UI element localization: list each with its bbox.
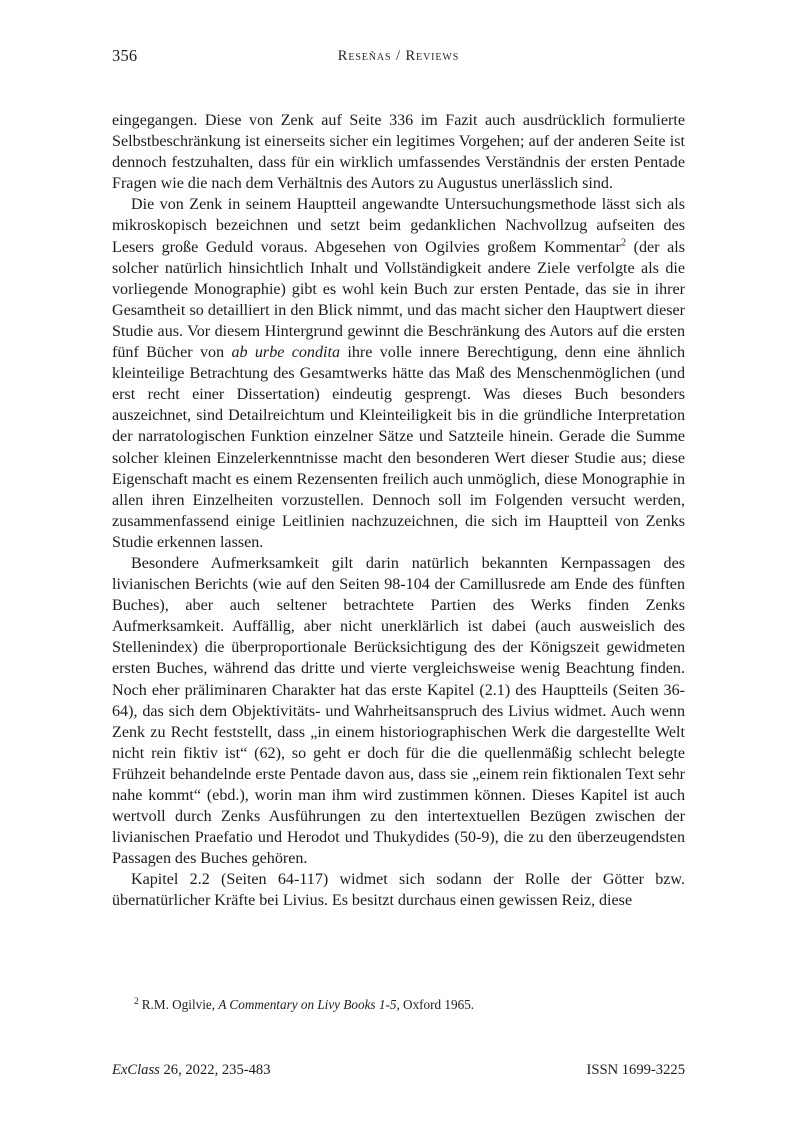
page-number: 356: [112, 46, 138, 65]
running-head-title: Reseñas / Reviews: [337, 48, 460, 64]
para-1: [112, 110, 685, 194]
para-3: [112, 553, 685, 869]
footer-citation: [112, 1060, 271, 1080]
text-run: eingegangen. Diese von Zenk auf Seite 336 im Fazit auch ausdrücklich formulierte Selbstbeschränkung ist einerseits sicher ein legitimes Vorgehen; auf der anderen Seite ist dennoch festzuhalten, dass für ein wirklich umfassendes Verständnis der ersten Pentade Fragen wie die nach dem Verhältnis des Autors zu Augustus unerlässlich sind.: [112, 112, 685, 193]
text-run: (der als solcher natürlich hinsichtlich Inhalt und Vollständigkeit andere Ziele verfolgte als die vorliegende Monographie) gibt es wohl kein Buch zur ersten Pentade, das sie in ihrer Gesamtheit so detailliert in den Blick nimmt, und das macht sicher den Hauptwert dieser Studie aus. Vor diesem Hintergrund gewinnt die Beschränkung des Autors auf die ersten fünf Bücher von: [112, 238, 685, 362]
text-run: Besondere Aufmerksamkeit gilt darin natürlich bekannten Kernpassagen des livianischen Berichts (wie auf den Seiten 98-104 der Camillusrede am Ende des fünften Buches), aber auch seltener betrachtete Partien des Werks finden Zenks Aufmerksamkeit. Auffällig, aber nicht unerklärlich ist dabei (auch ausweislich des Stellenindex) die überproportionale Berücksichtigung des der Königszeit gewidmeten ersten Buches, während das dritte und vierte vergleichsweise wenig Beachtung finden. Noch eher präliminaren Charakter hat das erste Kapitel (2.1) des Hauptteils (Seiten 36-64), das sich dem Objektivitäts- und Wahrheitsanspruch des Livius widmet. Auch wenn Zenk zu Recht feststellt, dass „in einem historiographischen Werk die dargestellte Welt nicht rein fiktiv ist“ (62), so geht er doch für die die quellenmäßig schlecht belegte Frühzeit behandelnde erste Pentade davon aus, dass sie „einem rein fiktionalen Text sehr nahe kommt“ (ebd.), worin man ihm wird zustimmen können. Dieses Kapitel ist auch wertvoll durch Zenks Ausführungen zu den intertextuellen Bezügen zwischen der livianischen Praefatio und Herodot und Thukydides (50-9), die zu den überzeugendsten Passagen des Buches gehören.: [112, 554, 685, 868]
text-run: Kapitel 2.2 (Seiten 64-117) widmet sich sodann der Rolle der Götter bzw. übernatürlicher Kräfte bei Livius. Es besitzt durchaus einen gewissen Reiz, diese: [112, 871, 685, 910]
text-run: Die von Zenk in seinem Hauptteil angewandte Untersuchungsmethode lässt sich als mikroskopisch bezeichnen und setzt beim gedanklichen Nachvollzug aufseiten des Lesers große Geduld voraus. Abgesehen von Ogilvies großem Kommentar: [112, 196, 685, 256]
footnote-marker: 2: [134, 996, 139, 1007]
footnote-2: [112, 996, 685, 1013]
text-run: R.M. Ogilvie,: [141, 997, 219, 1012]
footnote-reference[interactable]: 2: [620, 237, 627, 249]
italic-run: A Commentary on Livy Books 1-5: [218, 997, 397, 1012]
text-run: 26, 2022, 235-483: [159, 1062, 271, 1078]
italic-run: ab urbe condita: [231, 344, 341, 362]
italic-run: ExClass: [112, 1062, 160, 1078]
para-2: [112, 194, 685, 553]
footer-issn: ISSN 1699-3225: [586, 1062, 685, 1078]
footnote-area: [112, 996, 685, 1013]
page-footer: [112, 1060, 685, 1080]
running-head: [112, 44, 685, 68]
text-run: , Oxford 1965.: [396, 997, 475, 1012]
para-4: [112, 869, 685, 911]
text-run: ihre volle innere Berechtigung, denn eine ähnlich kleinteilige Betrachtung des Gesamtwerks hätte das Maß des Menschenmöglichen (und erst recht einer Dissertation) eindeutig gesprengt. Was dieses Buch besonders auszeichnet, sind Detailreichtum und Kleinteiligkeit bis in die gründliche Interpretation der narratologischen Funktion einzelner Sätze und Satzteile hinein. Gerade die Summe solcher kleinen Einzelerkenntnisse macht den besonderen Wert dieser Studie aus; diese Eigenschaft macht es einem Rezensenten freilich auch unmöglich, diese Monographie in allen ihren Einzelheiten vorzustellen. Dennoch soll im Folgenden versucht werden, zusammenfassend einige Leitlinien nachzuzeichnen, die sich im Hauptteil von Zenks Studie erkennen lassen.: [112, 344, 685, 551]
body-text: [112, 110, 685, 912]
